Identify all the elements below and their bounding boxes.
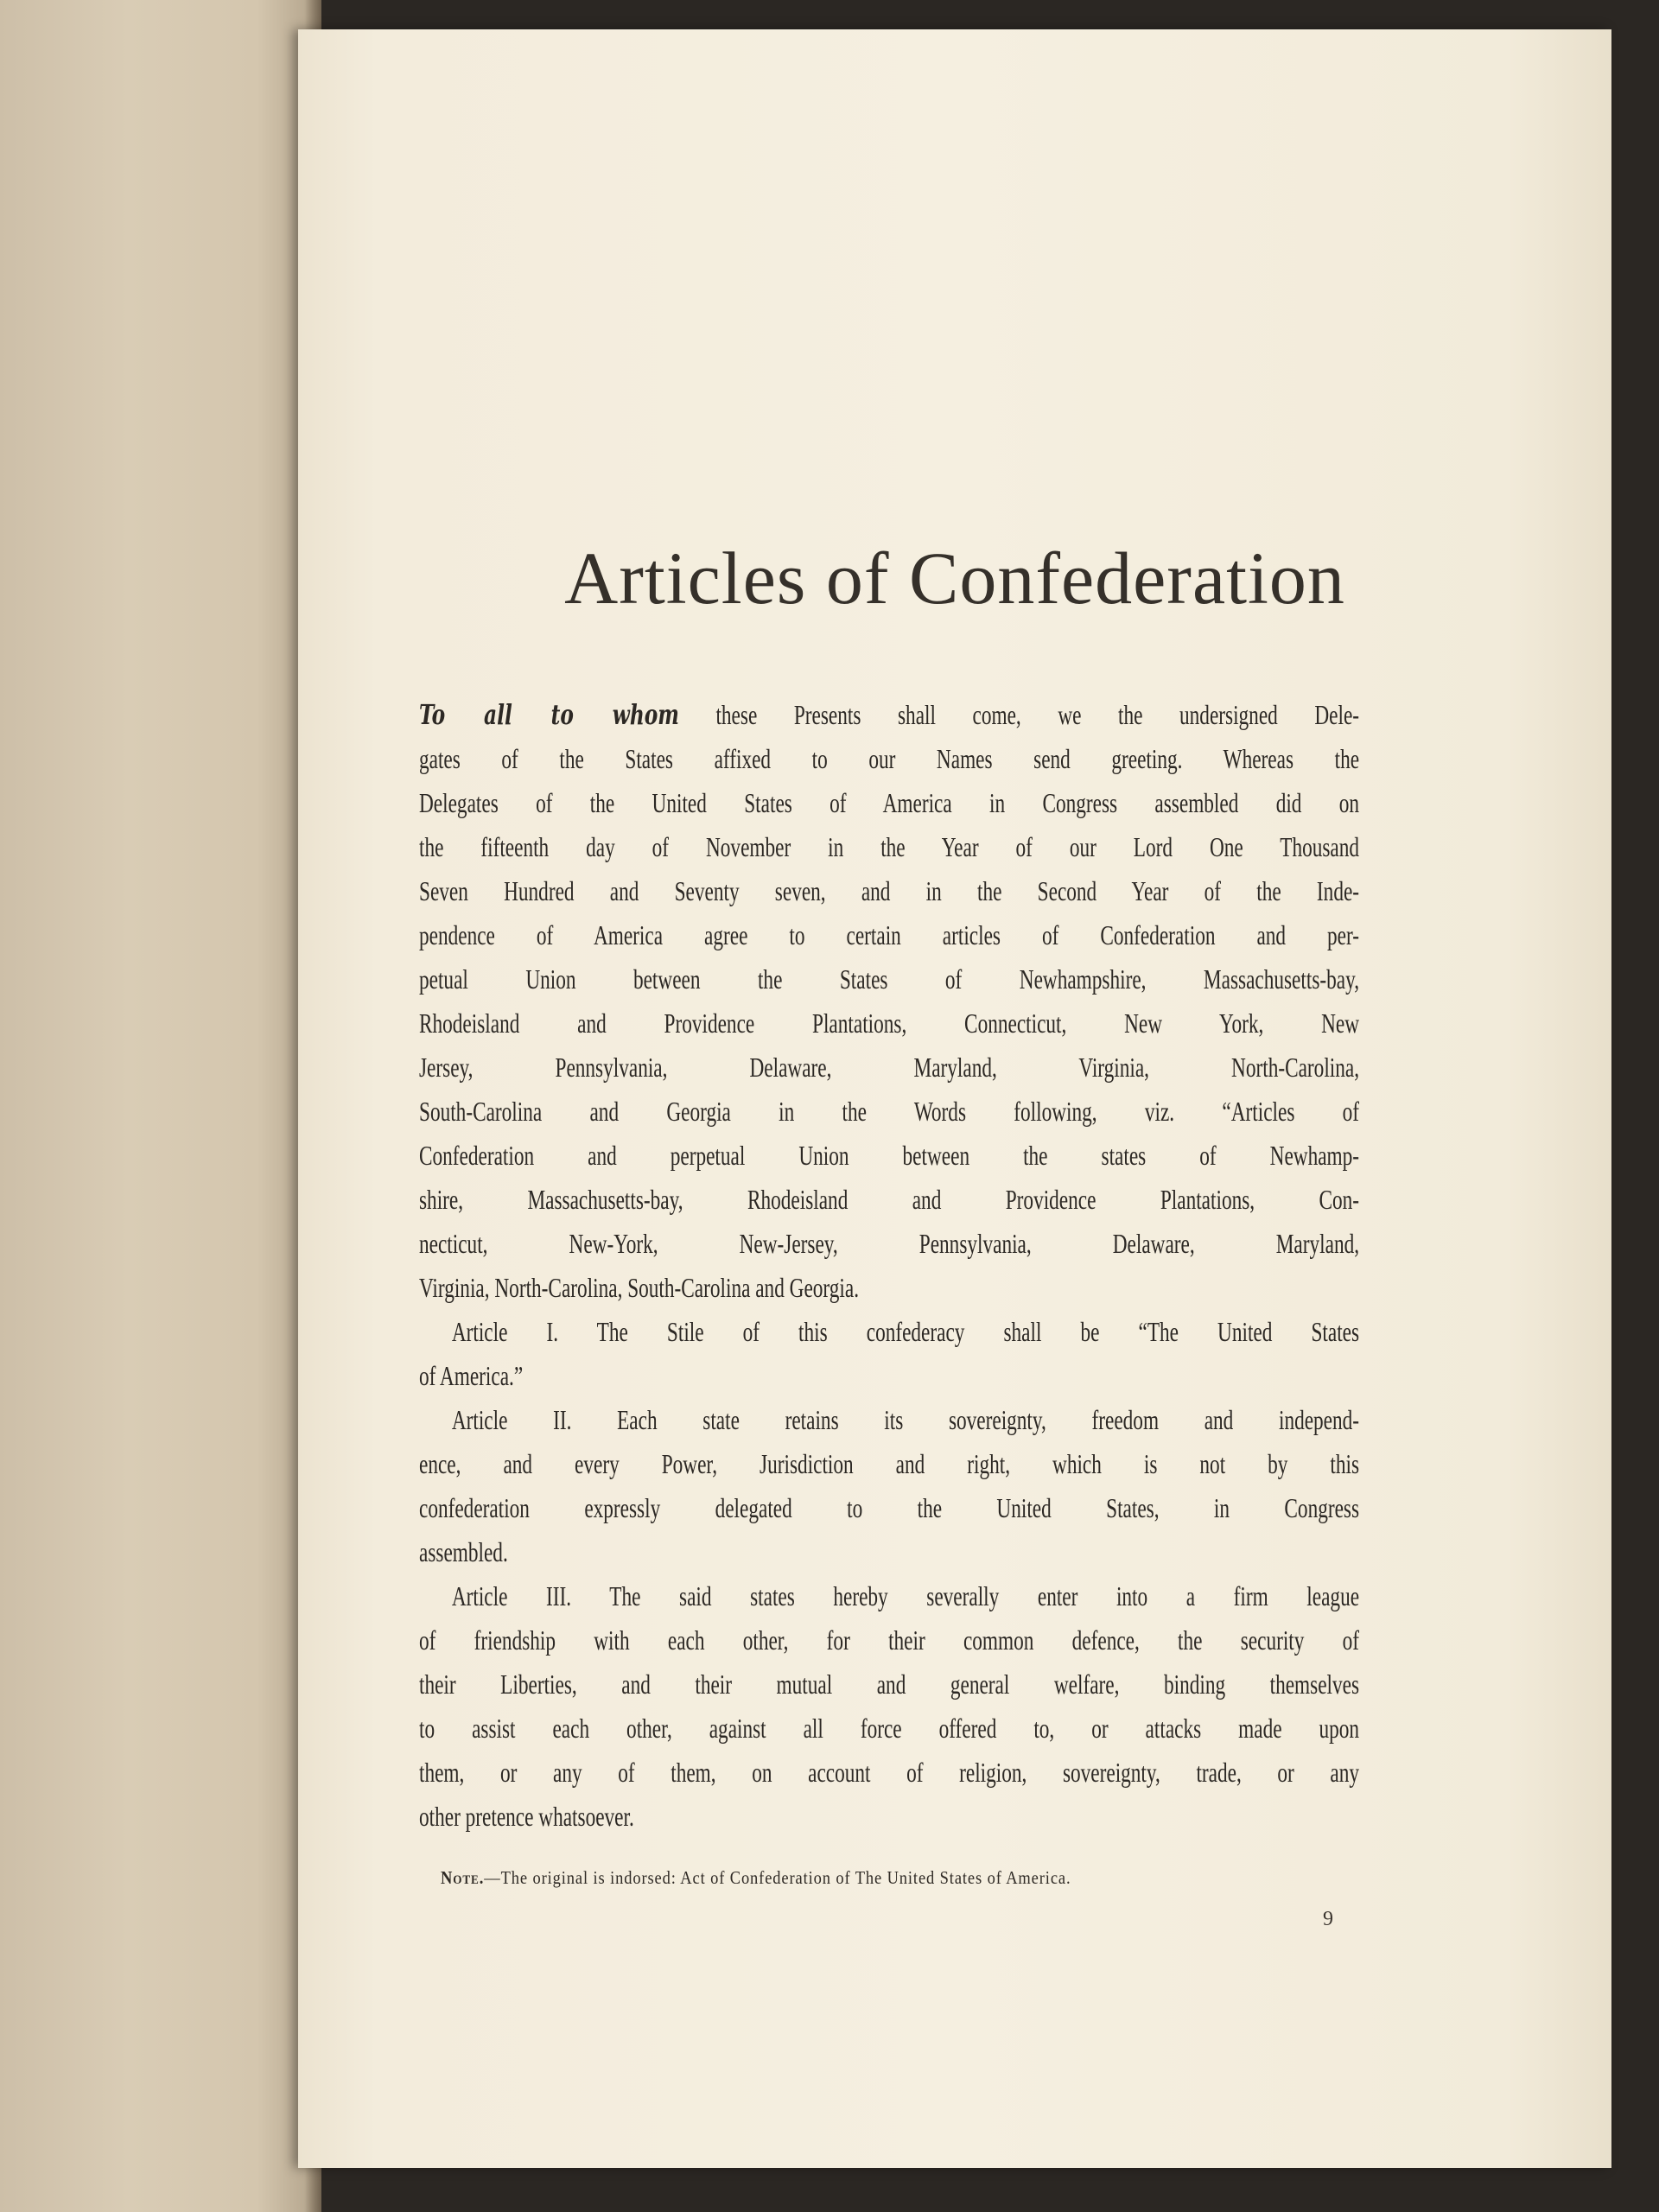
preamble-line: Seven Hundred and Seventy seven, and in the Second Year of the Inde- bbox=[419, 875, 1360, 906]
article-3-line: of friendship with each other, for their common defence, the security of bbox=[419, 1624, 1360, 1656]
article-2-line: Article II. Each state retains its sovereignty, freedom and independ- bbox=[451, 1404, 1360, 1435]
page-title: Articles of Confederation bbox=[564, 537, 1345, 620]
left-blank-page bbox=[0, 0, 321, 2212]
article-3-line: Article III. The said states hereby severally enter into a firm league bbox=[451, 1580, 1360, 1611]
article-3-line: to assist each other, against all force offered to, or attacks made upon bbox=[419, 1713, 1360, 1744]
preamble-line: Virginia, North-Carolina, South-Carolina and Georgia. bbox=[419, 1272, 860, 1303]
preamble-line: To all to whom these Presents shall come, we the undersigned Dele- bbox=[419, 698, 1360, 731]
article-1-line: Article I. The Stile of this confederacy shall be “The United States bbox=[451, 1316, 1360, 1347]
preamble-line: Confederation and perpetual Union between the states of Newhamp- bbox=[419, 1140, 1360, 1171]
article-3-line: their Liberties, and their mutual and general welfare, binding themselves bbox=[419, 1669, 1360, 1700]
article-2-line: ence, and every Power, Jurisdiction and right, which is not by this bbox=[419, 1448, 1360, 1479]
page-number: 9 bbox=[1323, 1908, 1333, 1930]
preamble-line: shire, Massachusetts-bay, Rhodeisland and Providence Plantations, Con- bbox=[419, 1184, 1360, 1215]
preamble-line: gates of the States affixed to our Names send greeting. Whereas the bbox=[419, 743, 1360, 774]
article-3-line: them, or any of them, on account of religion, sovereignty, trade, or any bbox=[419, 1757, 1360, 1788]
article-2-line: assembled. bbox=[419, 1536, 508, 1567]
article-3-line: other pretence whatsoever. bbox=[419, 1801, 634, 1832]
body-text bbox=[419, 693, 1359, 1839]
article-1-line: of America.” bbox=[419, 1360, 524, 1391]
preamble-line: South-Carolina and Georgia in the Words following, viz. “Articles of bbox=[419, 1096, 1360, 1127]
preamble-line: pendence of America agree to certain articles of Confederation and per- bbox=[419, 919, 1360, 950]
preamble-line: necticut, New-York, New-Jersey, Pennsylvania, Delaware, Maryland, bbox=[419, 1228, 1360, 1259]
preamble-line: petual Union between the States of Newhampshire, Massachusetts-bay, bbox=[419, 963, 1360, 995]
footnote-text: —The original is indorsed: Act of Confederation of The United States of America. bbox=[484, 1867, 1071, 1888]
document-page bbox=[298, 29, 1611, 2168]
footnote-label: Note. bbox=[441, 1867, 485, 1888]
preamble-line: the fifteenth day of November in the Year of our Lord One Thousand bbox=[419, 831, 1360, 862]
preamble-line: Rhodeisland and Providence Plantations, Connecticut, New York, New bbox=[419, 1007, 1360, 1039]
preamble-line: Jersey, Pennsylvania, Delaware, Maryland, Virginia, North-Carolina, bbox=[419, 1052, 1360, 1083]
article-2-line: confederation expressly delegated to the United States, in Congress bbox=[419, 1492, 1360, 1523]
footnote bbox=[441, 1867, 1437, 1889]
blackletter-opening: To all to whom bbox=[419, 698, 679, 731]
preamble-line: Delegates of the United States of America in Congress assembled did on bbox=[419, 787, 1360, 818]
